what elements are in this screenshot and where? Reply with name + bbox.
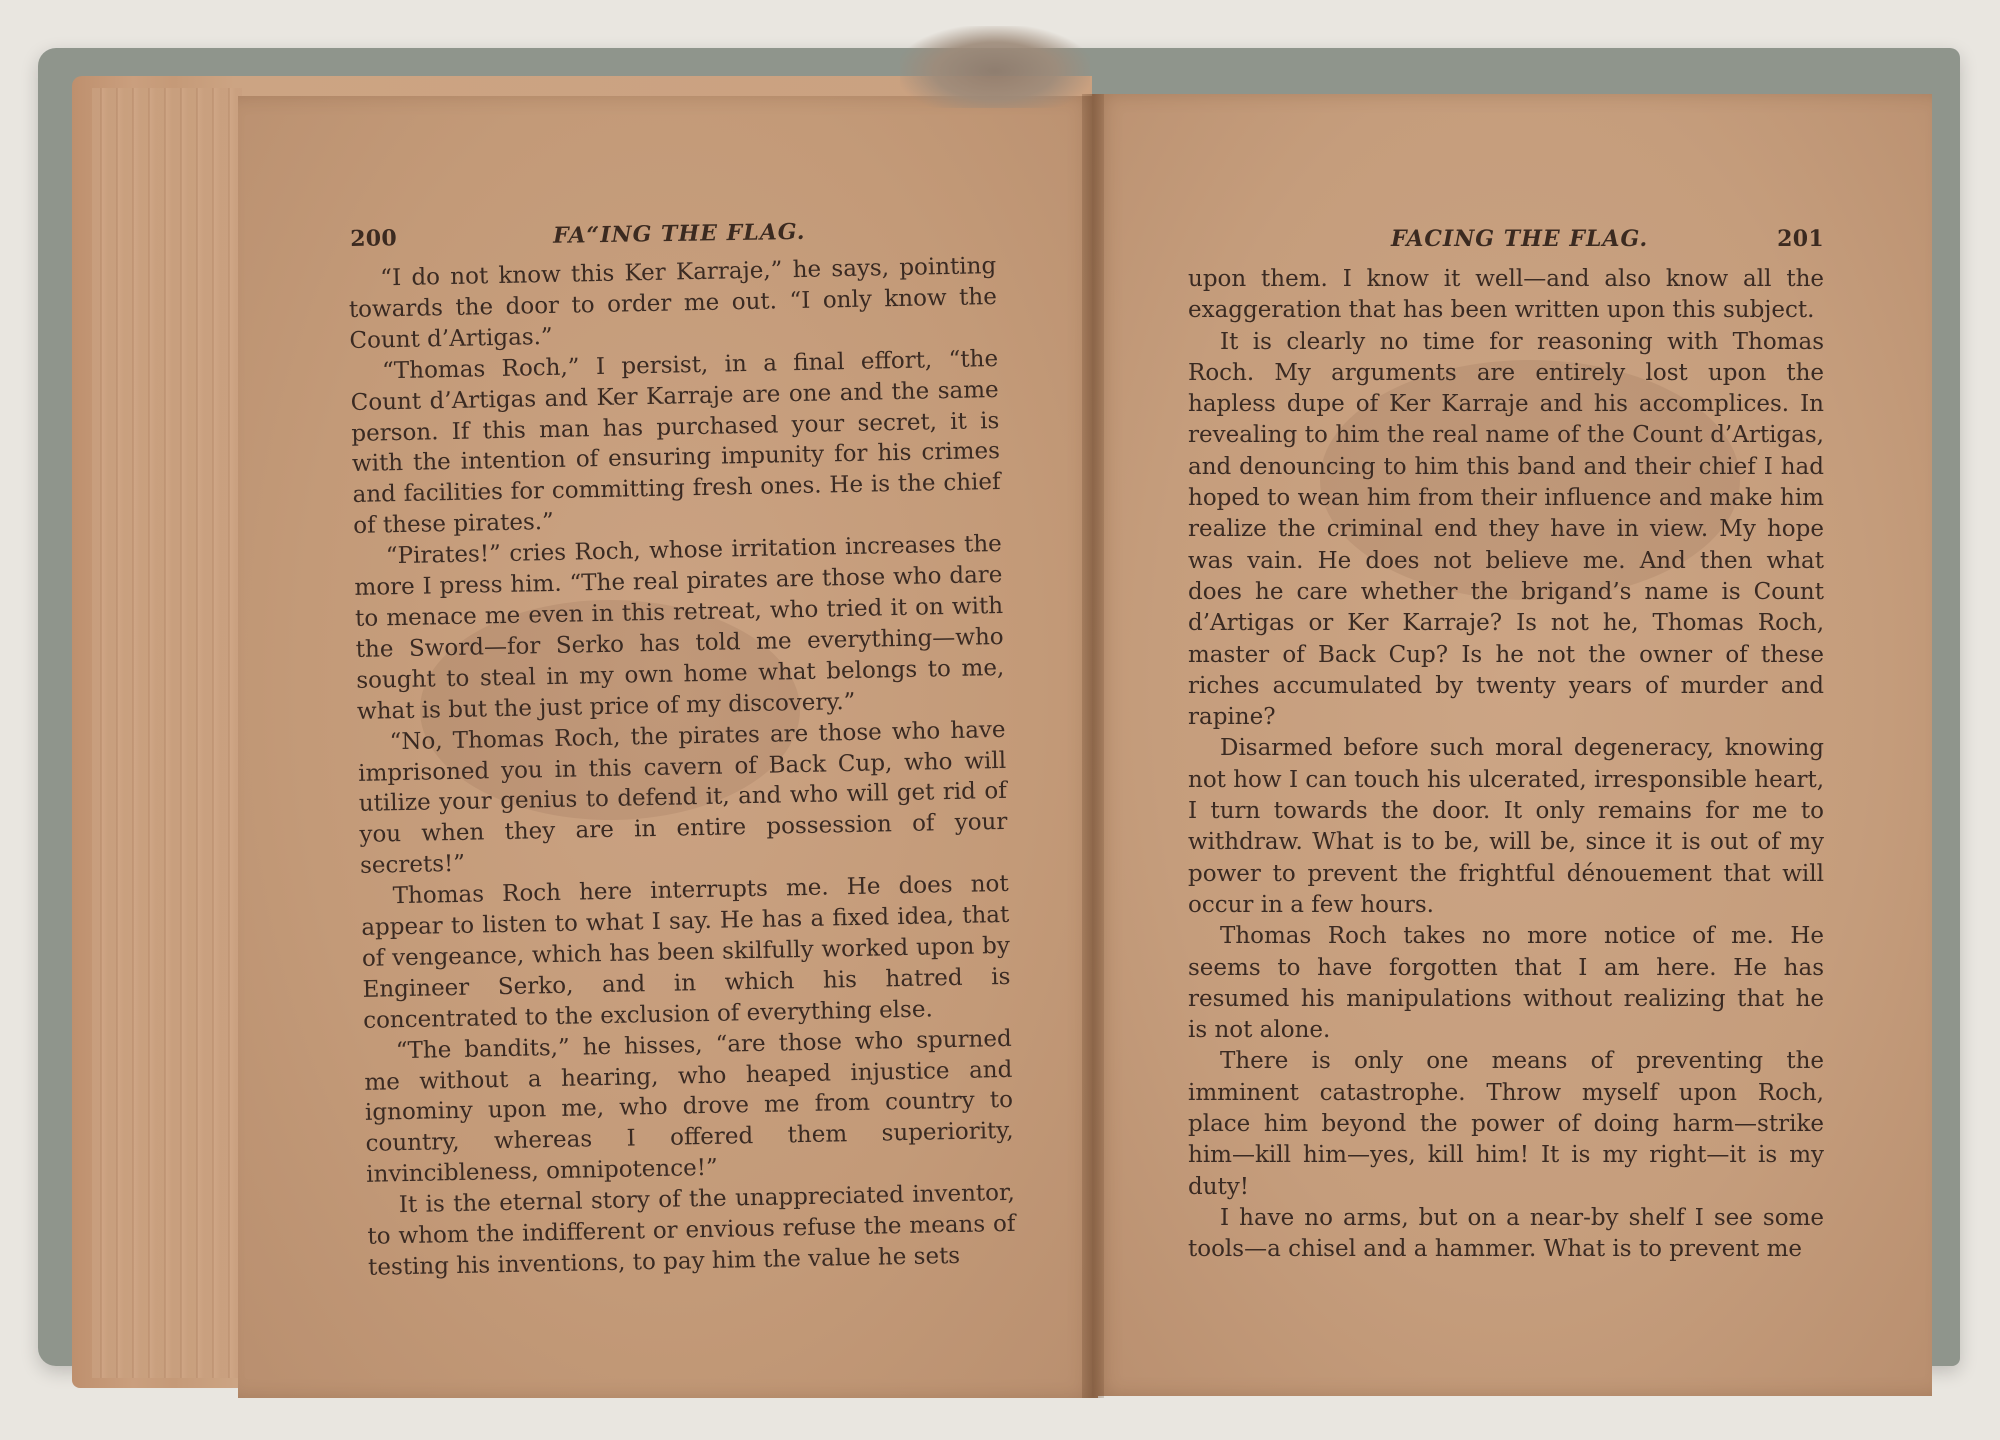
paragraph: Disarmed before such moral degeneracy, knowing not how I can touch his ulcerated, irresponsible heart, I turn towards the door. It only remains for me to withdraw. What is to be, will be, since it is out of my power to prevent the frightful dénouement that will occur in a few hours.	[1188, 735, 1824, 918]
paragraph: Thomas Roch takes no more notice of me. He seems to have forgotten that I am here. He has resumed his manipulations without realizing that he is not alone.	[1188, 923, 1824, 1044]
paragraph: It is clearly no time for reasoning with Thomas Roch. My arguments are entirely lost upon the hapless dupe of Ker Karraje and his accomplices. In revealing to him the real name of the Count d’Artigas, and denouncing to him this band and their chief I had hoped to wean him from their influence and make him realize the criminal end they have in view. My hope was vain. He does not believe me. And then what does he care whether the brigand’s name is Count d’Artigas or Ker Karraje? Is not he, Thomas Roch, master of Back Cup? Is he not the owner of these riches accumulated by twenty years of murder and rapine?	[1188, 328, 1824, 731]
right-running-head	[1188, 226, 1824, 256]
spine-top	[900, 26, 1090, 108]
right-page-text	[1188, 264, 1824, 1266]
book-gutter	[1082, 94, 1104, 1398]
left-page-text	[348, 251, 1016, 1284]
right-page-number: 201	[1777, 226, 1824, 252]
paragraph: “No, Thomas Roch, the pirates are those who have imprisoned you in this cavern of Back Cup, who will utilize your genius to defend it, and who will get rid of you when they are in entire possession of your secrets!”	[357, 716, 1008, 880]
paragraph: Thomas Roch here interrupts me. He does not appear to listen to what I say. He has a fixed idea, that of vengeance, which has been skilfully worked upon by Engineer Serko, and in which his hatred is concentrated to the exclusion of everything else.	[361, 870, 1011, 1034]
paragraph: It is the eternal story of the unappreciated inventor, to whom the indifferent or envious refuse the means of testing his inventions, to pay him the value he sets	[367, 1179, 1016, 1281]
paragraph: upon them. I know it well—and also know all the exaggeration that has been written upon this subject.	[1188, 266, 1824, 324]
paragraph: There is only one means of preventing the imminent catastrophe. Throw myself upon Roch, place him beyond the power of doing harm—strike him—kill him—yes, kill him! It is my right—it is my duty!	[1188, 1048, 1824, 1200]
paragraph: I have no arms, but on a near-by shelf I see some tools—a chisel and a hammer. What is to prevent me	[1188, 1204, 1824, 1263]
paragraph: “Thomas Roch,” I persist, in a final effort, “the Count d’Artigas and Ker Karraje are one and the same person. If this man has purchased your secret, it is with the intention of ensuring impunity for his crimes and facilities for committing fresh ones. He is the chief of these pirates.”	[350, 345, 1001, 540]
paragraph: “Pirates!” cries Roch, whose irritation increases the more I press him. “The real pirates are those who dare to menace me even in this retreat, who tried it on with the Sword—for Serko has told me everything—who sought to steal in my own home what belongs to me, what is but the just price of my discovery.”	[354, 531, 1005, 725]
left-running-title: FA“ING THE FLAG.	[552, 218, 806, 249]
right-running-title: FACING THE FLAG.	[1391, 226, 1649, 252]
paragraph: “I do not know this Ker Karraje,” he says, pointing towards the door to order me out. “I only know the Count d’Artigas.”	[348, 252, 998, 354]
paragraph: “The bandits,” he hisses, “are those who spurned me without a hearing, who heaped injustice and ignominy upon me, who drove me from country to country, whereas I offered them superiority, invincibleness, omnipotence!”	[364, 1025, 1014, 1189]
left-page-number: 200	[350, 225, 398, 252]
page-edges	[92, 88, 242, 1378]
